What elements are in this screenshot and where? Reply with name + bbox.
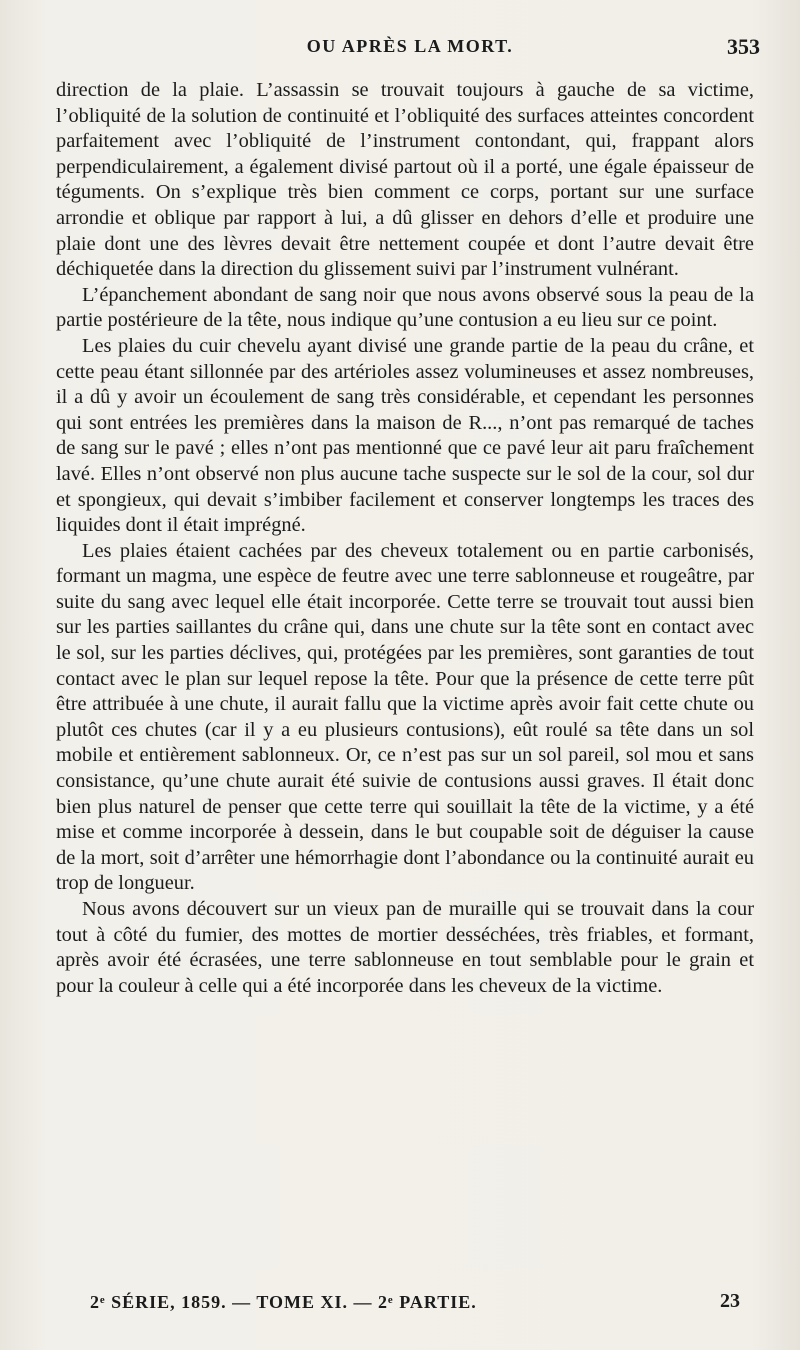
signature-mark: 23 [720, 1290, 740, 1312]
paragraph-continuation: direction de la plaie. L’assassin se trouvait toujours à gauche de sa victime, l’obliquité de la solution de continuité et l’obliquité des surfaces atteintes concordent parfaitement avec l’obliquité de l’instrument contondant, qui, frappant alors perpendiculairement, a également divisé partout où il a porté, une égale épaisseur de téguments. On s’explique très bien comment ce corps, portant sur une surface arrondie et oblique par rapport à lui, a dû glisser en dehors d’elle et produire une plaie dont une des lèvres devait être nettement coupée et dont l’autre devait être déchiquetée dans la direction du glissement suivi par l’instrument vulnérant. [56, 79, 754, 281]
page-footer [90, 1292, 740, 1322]
body-text [56, 78, 754, 999]
paragraph-mortier: Nous avons découvert sur un vieux pan de muraille qui se trouvait dans la cour tout à côté du fumier, des mottes de mortier desséchées, très friables, et formant, après avoir été écrasées, une terre sablonneuse en tout semblable pour le grain et pour la couleur à celle qui a été incorporée dans les cheveux de la victime. [56, 898, 754, 997]
paragraph-plaies-cuir-chevelu: Les plaies du cuir chevelu ayant divisé une grande partie de la peau du crâne, et cette peau étant sillonnée par des artérioles assez volumineuses et assez nombreuses, il a dû y avoir un écoulement de sang très considérable, et cependant les personnes qui sont entrées les premières dans la maison de R..., n’ont pas remarqué de taches de sang sur le pavé ; elles n’ont pas mentionné que ce pavé leur ait paru fraîchement lavé. Elles n’ont observé non plus aucune tache suspecte sur le sol de la cour, sol dur et spongieux, qui devait s’imbiber facilement et conserver longtemps les traces des liquides dont il était imprégné. [56, 334, 754, 537]
footer-signature: 2ᵉ SÉRIE, 1859. — TOME XI. — 2ᵉ PARTIE. [90, 1292, 477, 1312]
page-header [60, 36, 760, 66]
paragraph-epanchement: L’épanchement abondant de sang noir que nous avons observé sous la peau de la partie postérieure de la tête, nous indique qu’une contusion a eu lieu sur ce point. [56, 283, 754, 332]
page-number: 353 [727, 34, 760, 59]
paragraph-plaies-cachees: Les plaies étaient cachées par des cheveux totalement ou en partie carbonisés, formant un magma, une espèce de feutre avec une terre sablonneuse et rougeâtre, par suite du sang avec lequel elle était incorporée. Cette terre se trouvait tout aussi bien sur les parties saillantes du crâne qui, dans une chute sur la tête sont en contact avec le sol, sur les parties déclives, qui, protégées par les premières, sont garanties de tout contact avec le plan sur lequel repose la tête. Pour que la présence de cette terre pût être attribuée à une chute, il aurait fallu que la victime après avoir fait cette chute ou plutôt ces chutes (car il y a eu plusieurs contusions), eût roulé sa tête dans un sol mobile et entièrement sablonneux. Or, ce n’est pas sur un sol pareil, sol mou et sans consistance, qu’une chute aurait été suivie de contusions aussi graves. Il était donc bien plus naturel de penser que cette terre qui souillait la tête de la victime, y a été mise et comme incorporée à dessein, dans le but coupable soit de déguiser la cause de la mort, soit d’arrêter une hémorrhagie dont l’abondance ou la continuité aurait eu trop de longueur. [56, 539, 754, 895]
running-head: OU APRÈS LA MORT. [306, 36, 514, 56]
